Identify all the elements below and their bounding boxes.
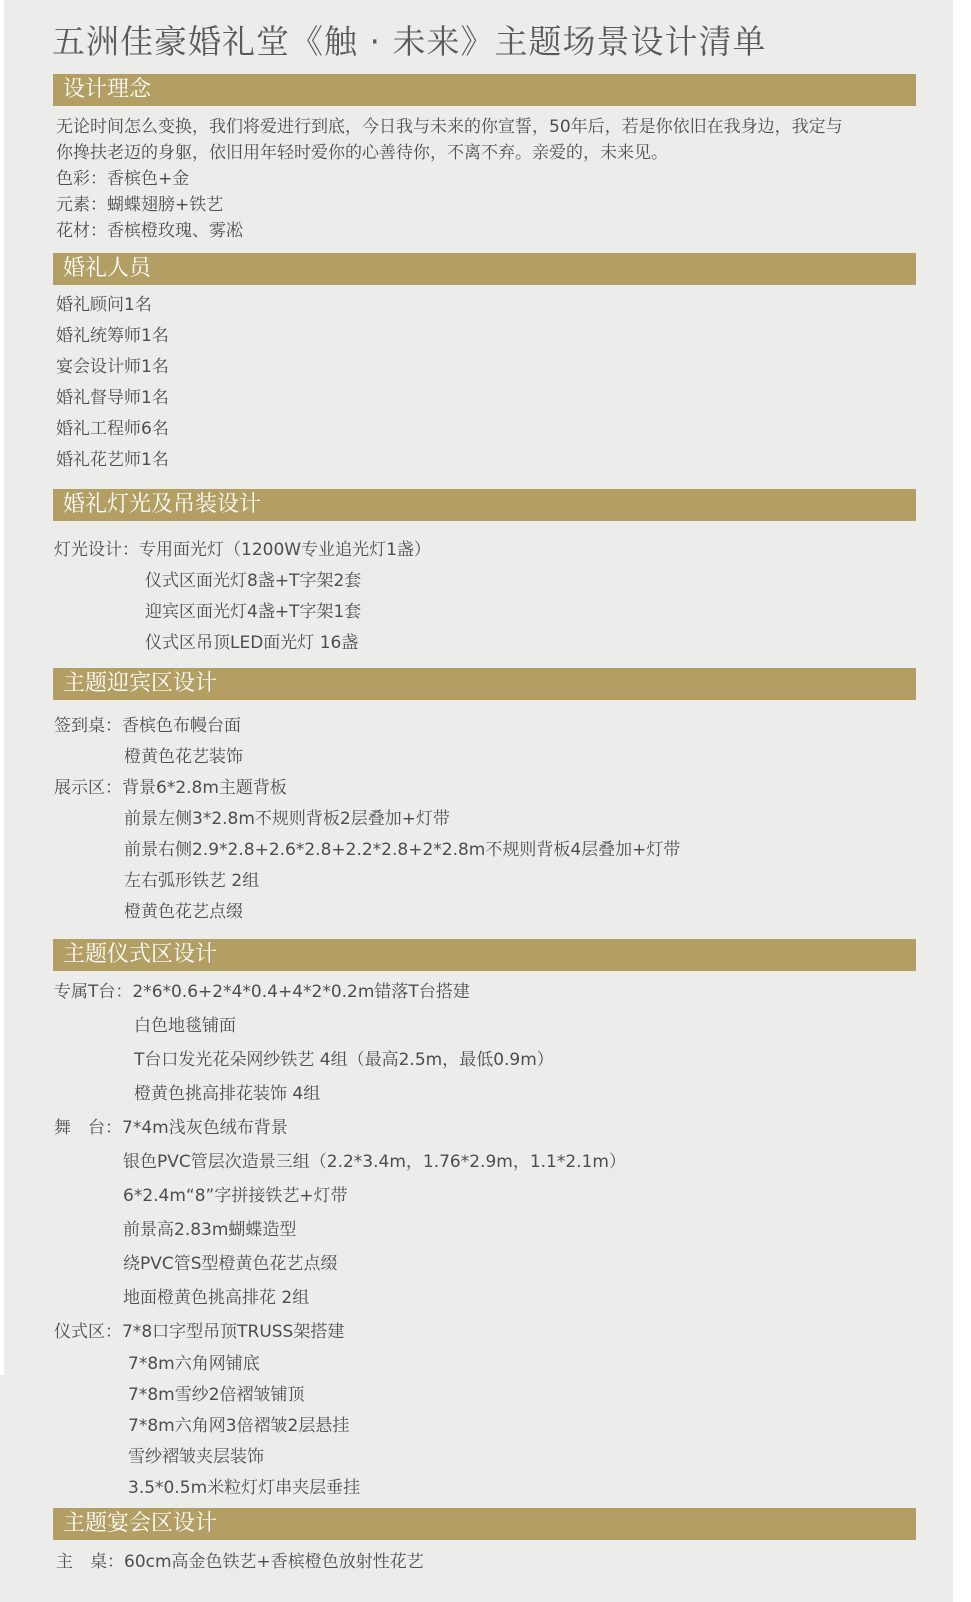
staff-item: 宴会设计师1名	[56, 357, 169, 377]
concept-flower-line: 花材：香槟橙玫瑰、雾凇	[56, 221, 243, 241]
ceremony-line: 专属T台：2*6*0.6+2*4*0.4+4*2*0.2m错落T台搭建	[54, 982, 470, 1002]
ceremony-line: 3.5*0.5m米粒灯灯串夹层垂挂	[128, 1478, 361, 1498]
welcome-line: 前景左侧3*2.8m不规则背板2层叠加+灯带	[124, 809, 450, 829]
page-title: 五洲佳豪婚礼堂《触 · 未来》主题场景设计清单	[52, 22, 767, 61]
concept-line: 你搀扶老迈的身躯，依旧用年轻时爱你的心善待你，不离不弃。亲爱的，未来见。	[56, 143, 668, 163]
right-margin-strip	[953, 0, 971, 1602]
ceremony-line: 前景高2.83m蝴蝶造型	[123, 1220, 297, 1240]
welcome-line: 橙黄色花艺点缀	[124, 902, 243, 922]
welcome-line: 橙黄色花艺装饰	[124, 747, 243, 767]
staff-item: 婚礼统筹师1名	[56, 326, 169, 346]
lighting-line: 灯光设计：专用面光灯（1200W专业追光灯1盏）	[54, 540, 431, 560]
welcome-line: 签到桌：香槟色布幔台面	[54, 716, 241, 736]
section-heading-staff: 婚礼人员	[53, 253, 916, 285]
lighting-line: 仪式区吊顶LED面光灯 16盏	[145, 633, 359, 653]
section-heading-lighting: 婚礼灯光及吊装设计	[53, 489, 916, 521]
ceremony-line: 白色地毯铺面	[134, 1016, 236, 1036]
ceremony-line: 橙黄色挑高排花装饰 4组	[134, 1084, 321, 1104]
banquet-line: 主 桌：60cm高金色铁艺+香槟橙色放射性花艺	[56, 1552, 424, 1572]
lighting-line: 仪式区面光灯8盏+T字架2套	[145, 571, 362, 591]
staff-item: 婚礼顾问1名	[56, 295, 152, 315]
ceremony-line: 6*2.4m“8”字拼接铁艺+灯带	[123, 1186, 348, 1206]
ceremony-line: 雪纱褶皱夹层装饰	[128, 1447, 264, 1467]
welcome-line: 展示区：背景6*2.8m主题背板	[54, 778, 287, 798]
ceremony-line: 绕PVC管S型橙黄色花艺点缀	[123, 1254, 338, 1274]
staff-item: 婚礼督导师1名	[56, 388, 169, 408]
section-heading-ceremony: 主题仪式区设计	[53, 939, 916, 971]
ceremony-line: 仪式区：7*8口字型吊顶TRUSS架搭建	[54, 1322, 345, 1342]
concept-element-line: 元素：蝴蝶翅膀+铁艺	[56, 195, 224, 215]
welcome-line: 左右弧形铁艺 2组	[124, 871, 260, 891]
concept-line: 无论时间怎么变换，我们将爱进行到底，今日我与未来的你宣誓，50年后，若是你依旧在我身边，我定与	[56, 117, 843, 137]
ceremony-line: 银色PVC管层次造景三组（2.2*3.4m，1.76*2.9m，1.1*2.1m）	[123, 1152, 626, 1172]
section-heading-welcome: 主题迎宾区设计	[53, 668, 916, 700]
section-heading-banquet: 主题宴会区设计	[53, 1508, 916, 1540]
ceremony-line: T台口发光花朵网纱铁艺 4组（最高2.5m，最低0.9m）	[134, 1050, 554, 1070]
ceremony-line: 7*8m六角网铺底	[128, 1354, 260, 1374]
ceremony-line: 舞 台：7*4m浅灰色绒布背景	[54, 1118, 288, 1138]
section-heading-concept: 设计理念	[53, 74, 916, 106]
staff-item: 婚礼工程师6名	[56, 419, 169, 439]
ceremony-line: 7*8m雪纱2倍褶皱铺顶	[128, 1385, 305, 1405]
concept-color-line: 色彩：香槟色+金	[56, 169, 190, 189]
lighting-line: 迎宾区面光灯4盏+T字架1套	[145, 602, 362, 622]
ceremony-line: 地面橙黄色挑高排花 2组	[123, 1288, 310, 1308]
left-margin-strip	[0, 0, 4, 1375]
staff-item: 婚礼花艺师1名	[56, 450, 169, 470]
ceremony-line: 7*8m六角网3倍褶皱2层悬挂	[128, 1416, 350, 1436]
welcome-line: 前景右侧2.9*2.8+2.6*2.8+2.2*2.8+2*2.8m不规则背板4层叠加+灯带	[124, 840, 681, 860]
